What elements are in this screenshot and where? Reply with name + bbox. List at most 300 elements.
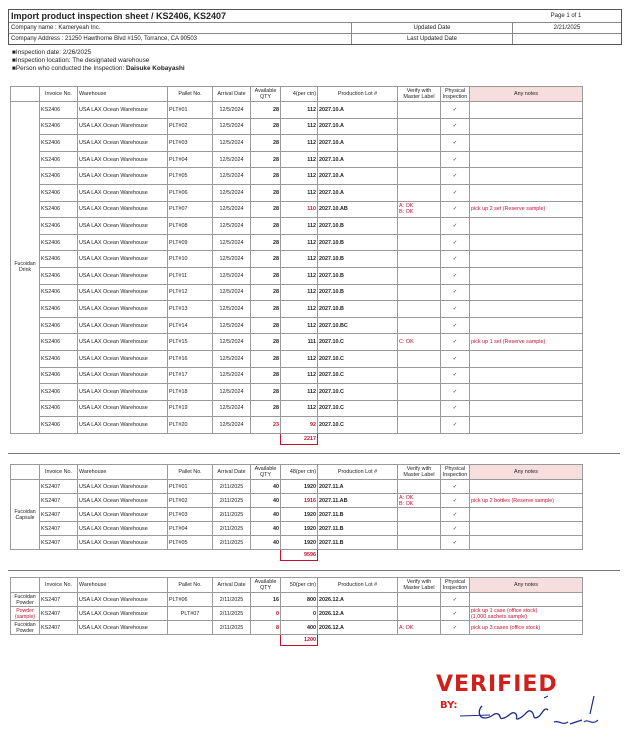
physical-check-cell: ✓ (441, 367, 470, 384)
blank-cell (11, 433, 40, 444)
col-arrival: Arrival Date (213, 578, 251, 593)
physical-check-cell: ✓ (441, 536, 470, 550)
notes-cell (470, 218, 583, 235)
pallet-cell: PLT#03 (168, 508, 213, 522)
blank-cell (78, 433, 168, 444)
verify-cell (398, 102, 441, 119)
pallet-cell: PLT#05 (168, 168, 213, 185)
blank-cell (168, 550, 213, 561)
col-pallet: Pallet No. (168, 578, 213, 593)
col-per-carton: 48(per ctn) (281, 465, 318, 480)
physical-check-cell: ✓ (441, 522, 470, 536)
warehouse-cell: USA LAX Ocean Warehouse (78, 284, 168, 301)
blank-cell (78, 635, 168, 646)
physical-check-cell: ✓ (441, 417, 470, 434)
arrival-cell: 2/11/2025 (213, 508, 251, 522)
notes-cell: pick up 1 set (Reserve sample) (470, 334, 583, 351)
blank-cell (213, 433, 251, 444)
arrival-cell: 2/11/2025 (213, 522, 251, 536)
physical-check-cell: ✓ (441, 607, 470, 621)
invoice-cell: KS2406 (40, 168, 78, 185)
pallet-cell: PLT#01 (168, 480, 213, 494)
table-row (11, 102, 583, 119)
invoice-cell: KS2406 (40, 267, 78, 284)
capsule-inspection-table (10, 464, 583, 561)
invoice-cell: KS2406 (40, 284, 78, 301)
warehouse-cell: USA LAX Ocean Warehouse (78, 367, 168, 384)
invoice-cell: KS2407 (40, 480, 78, 494)
col-arrival: Arrival Date (213, 87, 251, 102)
notes-cell (470, 102, 583, 119)
verify-cell (398, 350, 441, 367)
physical-check-cell: ✓ (441, 151, 470, 168)
table-row (11, 334, 583, 351)
table-row (11, 508, 583, 522)
per-carton-cell: 112 (281, 135, 318, 152)
table-row (11, 135, 583, 152)
pallet-cell: PLT#18 (168, 384, 213, 401)
arrival-cell: 2/11/2025 (213, 536, 251, 550)
last-updated-label: Last Updated Date (352, 34, 513, 44)
pallet-cell: PLT#15 (168, 334, 213, 351)
notes-cell (470, 317, 583, 334)
inspection-location: Inspection location: The designated warehouse (15, 57, 150, 64)
notes-cell (470, 251, 583, 268)
invoice-cell: KS2406 (40, 334, 78, 351)
table-header-row (11, 465, 583, 480)
arrival-cell: 12/5/2024 (213, 384, 251, 401)
total-row (11, 550, 583, 561)
col-arrival: Arrival Date (213, 465, 251, 480)
production-lot-cell: 2027.11.AB (318, 494, 398, 508)
warehouse-cell: USA LAX Ocean Warehouse (78, 251, 168, 268)
available-qty-cell: 16 (251, 593, 281, 607)
blank-cell (11, 635, 40, 646)
per-carton-cell: 112 (281, 301, 318, 318)
production-lot-cell: 2027.10.AB (318, 201, 398, 218)
production-lot-cell: 2027.10.A (318, 184, 398, 201)
physical-check-cell: ✓ (441, 350, 470, 367)
physical-check-cell: ✓ (441, 494, 470, 508)
company-name: Company name : Kameryeah Inc. (9, 23, 352, 33)
warehouse-cell: USA LAX Ocean Warehouse (78, 400, 168, 417)
production-lot-cell: 2027.10.B (318, 234, 398, 251)
table-row (11, 417, 583, 434)
arrival-cell: 12/5/2024 (213, 334, 251, 351)
pallet-cell: PLT#03 (168, 135, 213, 152)
verify-cell: A: OK B: OK (398, 494, 441, 508)
col-verify: Verify with Master Label (398, 465, 441, 480)
physical-check-cell: ✓ (441, 621, 470, 635)
notes-cell (470, 234, 583, 251)
col-warehouse: Warehouse (78, 465, 168, 480)
verify-cell (398, 301, 441, 318)
verify-cell (398, 234, 441, 251)
warehouse-cell: USA LAX Ocean Warehouse (78, 494, 168, 508)
physical-check-cell: ✓ (441, 234, 470, 251)
col-available: Available QTY (251, 578, 281, 593)
pallet-cell: PLT#08 (168, 218, 213, 235)
production-lot-cell: 2027.10.C (318, 417, 398, 434)
pallet-cell: PLT#13 (168, 301, 213, 318)
blank-cell (213, 635, 251, 646)
per-carton-cell: 400 (281, 621, 318, 635)
invoice-cell: KS2406 (40, 118, 78, 135)
col-invoice: Invoice No. (40, 578, 78, 593)
notes-cell (470, 367, 583, 384)
category-cell: Fucoidan Drink (11, 102, 40, 434)
table-row (11, 350, 583, 367)
per-carton-cell: 112 (281, 384, 318, 401)
per-carton-cell: 1916 (281, 494, 318, 508)
warehouse-cell: USA LAX Ocean Warehouse (78, 102, 168, 119)
per-carton-cell: 112 (281, 350, 318, 367)
production-lot-cell: 2027.10.BC (318, 317, 398, 334)
production-lot-cell: 2027.10.B (318, 284, 398, 301)
blank-cell (398, 550, 441, 561)
blank-cell (11, 550, 40, 561)
production-lot-cell: 2027.10.A (318, 102, 398, 119)
pallet-cell: PLT#06 (168, 593, 213, 607)
available-qty-cell: 28 (251, 151, 281, 168)
available-qty-cell: 28 (251, 135, 281, 152)
company-address: Company Address : 21250 Hawthorne Blvd #150, Torrance, CA 90503 (9, 34, 352, 44)
warehouse-cell: USA LAX Ocean Warehouse (78, 384, 168, 401)
verify-cell (398, 367, 441, 384)
per-carton-cell: 1920 (281, 522, 318, 536)
invoice-cell: KS2406 (40, 301, 78, 318)
blank-cell (470, 550, 583, 561)
notes-cell (470, 536, 583, 550)
col-notes: Any notes (470, 578, 583, 593)
updated-value: 2/21/2025 (553, 25, 581, 31)
col-notes: Any notes (470, 465, 583, 480)
arrival-cell: 12/5/2024 (213, 267, 251, 284)
table-row (11, 480, 583, 494)
blank-cell (398, 433, 441, 444)
notes-cell: pick up 1 case (office stock) (1,000 sachets sample) (470, 607, 583, 621)
arrival-cell: 12/5/2024 (213, 234, 251, 251)
production-lot-cell: 2027.11.A (318, 480, 398, 494)
production-lot-cell: 2026.12.A (318, 621, 398, 635)
invoice-cell: KS2406 (40, 234, 78, 251)
invoice-cell: KS2406 (40, 135, 78, 152)
physical-check-cell: ✓ (441, 301, 470, 318)
arrival-cell: 2/11/2025 (213, 593, 251, 607)
powder-inspection-table (10, 577, 583, 646)
available-qty-cell: 28 (251, 334, 281, 351)
table-row (11, 218, 583, 235)
per-carton-cell: 800 (281, 593, 318, 607)
physical-check-cell: ✓ (441, 384, 470, 401)
production-lot-cell: 2027.10.B (318, 251, 398, 268)
notes-cell (470, 151, 583, 168)
verify-cell (398, 118, 441, 135)
pallet-cell: PLT#09 (168, 234, 213, 251)
notes-cell (470, 267, 583, 284)
notes-cell (470, 184, 583, 201)
production-lot-cell: 2027.10.C (318, 350, 398, 367)
available-qty-cell: 8 (251, 621, 281, 635)
per-carton-cell: 1920 (281, 480, 318, 494)
verify-cell (398, 284, 441, 301)
arrival-cell: 12/5/2024 (213, 400, 251, 417)
invoice-cell: KS2407 (40, 593, 78, 607)
blank-cell (168, 635, 213, 646)
per-carton-cell: 112 (281, 102, 318, 119)
physical-check-cell: ✓ (441, 317, 470, 334)
available-qty-cell: 23 (251, 417, 281, 434)
invoice-cell: KS2406 (40, 251, 78, 268)
col-warehouse: Warehouse (78, 578, 168, 593)
production-lot-cell: 2027.10.C (318, 400, 398, 417)
available-qty-cell: 28 (251, 102, 281, 119)
table-header-row (11, 578, 583, 593)
verify-cell (398, 317, 441, 334)
physical-check-cell: ✓ (441, 102, 470, 119)
table-row (11, 607, 583, 621)
invoice-cell: KS2406 (40, 102, 78, 119)
verify-cell (398, 218, 441, 235)
invoice-cell: KS2406 (40, 400, 78, 417)
table-row (11, 494, 583, 508)
table-row (11, 317, 583, 334)
per-carton-cell: 92 (281, 417, 318, 434)
warehouse-cell: USA LAX Ocean Warehouse (78, 267, 168, 284)
notes-cell (470, 384, 583, 401)
arrival-cell: 2/11/2025 (213, 480, 251, 494)
production-lot-cell: 2027.10.A (318, 118, 398, 135)
arrival-cell: 12/5/2024 (213, 102, 251, 119)
available-qty-cell: 28 (251, 234, 281, 251)
blank-cell (40, 635, 78, 646)
blank-cell (318, 635, 398, 646)
available-qty-cell: 40 (251, 536, 281, 550)
invoice-cell: KS2407 (40, 607, 78, 621)
invoice-cell: KS2407 (40, 494, 78, 508)
per-carton-cell: 112 (281, 118, 318, 135)
per-carton-cell: 112 (281, 284, 318, 301)
col-verify: Verify with Master Label (398, 87, 441, 102)
invoice-cell: KS2407 (40, 508, 78, 522)
arrival-cell: 12/5/2024 (213, 284, 251, 301)
invoice-cell: KS2406 (40, 367, 78, 384)
table-row (11, 301, 583, 318)
per-carton-cell: 112 (281, 251, 318, 268)
notes-cell (470, 480, 583, 494)
arrival-cell: 2/11/2025 (213, 621, 251, 635)
available-qty-cell: 40 (251, 480, 281, 494)
available-qty-cell: 28 (251, 267, 281, 284)
section-divider (8, 453, 620, 454)
table-row (11, 522, 583, 536)
col-physical: Physical Inspection (441, 578, 470, 593)
per-carton-cell: 112 (281, 367, 318, 384)
physical-check-cell: ✓ (441, 218, 470, 235)
inspector-label: Person who conducted the Inspection: (15, 65, 127, 72)
verify-cell (398, 251, 441, 268)
table-header-row (11, 87, 583, 102)
physical-check-cell: ✓ (441, 480, 470, 494)
col-physical: Physical Inspection (441, 465, 470, 480)
section-divider (8, 570, 620, 571)
physical-check-cell: ✓ (441, 508, 470, 522)
verify-cell: A: OK (398, 621, 441, 635)
production-lot-cell: 2027.10.A (318, 151, 398, 168)
production-lot-cell: 2027.10.A (318, 135, 398, 152)
table-row (11, 201, 583, 218)
verify-cell (398, 536, 441, 550)
verify-cell (398, 184, 441, 201)
per-carton-cell: 112 (281, 218, 318, 235)
warehouse-cell: USA LAX Ocean Warehouse (78, 184, 168, 201)
table-row (11, 118, 583, 135)
available-qty-cell: 28 (251, 284, 281, 301)
blank-cell (441, 635, 470, 646)
verify-cell: A: OK B: OK (398, 201, 441, 218)
category-cell: Powder (sample) (11, 607, 40, 621)
blank-cell (251, 550, 281, 561)
arrival-cell: 12/5/2024 (213, 201, 251, 218)
arrival-cell: 12/5/2024 (213, 218, 251, 235)
invoice-cell: KS2406 (40, 350, 78, 367)
col-notes: Any notes (470, 87, 583, 102)
arrival-cell: 12/5/2024 (213, 301, 251, 318)
col-per-carton: 4(per ctn) (281, 87, 318, 102)
col-production-lot: Production Lot # (318, 578, 398, 593)
arrival-cell: 12/5/2024 (213, 417, 251, 434)
per-carton-cell: 111 (281, 334, 318, 351)
pallet-cell: PLT#17 (168, 367, 213, 384)
notes-cell (470, 168, 583, 185)
physical-check-cell: ✓ (441, 400, 470, 417)
available-qty-cell: 40 (251, 522, 281, 536)
pallet-cell: PLT#07 (168, 607, 213, 621)
pallet-cell: PLT#04 (168, 522, 213, 536)
table-row (11, 151, 583, 168)
notes-cell: pick up 2 set (Reserve sample) (470, 201, 583, 218)
blank-cell (318, 433, 398, 444)
table-row (11, 400, 583, 417)
available-qty-cell: 28 (251, 168, 281, 185)
physical-check-cell: ✓ (441, 168, 470, 185)
blank-cell (318, 550, 398, 561)
arrival-cell: 12/5/2024 (213, 168, 251, 185)
available-qty-cell: 28 (251, 350, 281, 367)
physical-check-cell: ✓ (441, 118, 470, 135)
notes-cell (470, 508, 583, 522)
blank-cell (213, 550, 251, 561)
arrival-cell: 12/5/2024 (213, 251, 251, 268)
production-lot-cell: 2027.10.C (318, 384, 398, 401)
production-lot-cell: 2026.12.A (318, 607, 398, 621)
warehouse-cell: USA LAX Ocean Warehouse (78, 508, 168, 522)
total-cell: 1200 (281, 635, 318, 646)
invoice-cell: KS2406 (40, 218, 78, 235)
blank-cell (470, 433, 583, 444)
physical-check-cell: ✓ (441, 251, 470, 268)
table-row (11, 168, 583, 185)
notes-cell (470, 593, 583, 607)
pallet-cell: PLT#16 (168, 350, 213, 367)
available-qty-cell: 28 (251, 218, 281, 235)
pallet-cell: PLT#02 (168, 494, 213, 508)
per-carton-cell: 112 (281, 151, 318, 168)
col-invoice: Invoice No. (40, 87, 78, 102)
physical-check-cell: ✓ (441, 184, 470, 201)
table-row (11, 284, 583, 301)
pallet-cell: PLT#07 (168, 201, 213, 218)
verify-cell (398, 607, 441, 621)
table-row (11, 536, 583, 550)
production-lot-cell: 2027.10.B (318, 218, 398, 235)
invoice-cell: KS2406 (40, 384, 78, 401)
blank-cell (168, 433, 213, 444)
available-qty-cell: 28 (251, 367, 281, 384)
per-carton-cell: 1920 (281, 508, 318, 522)
category-cell: Fucoidan Capsule (11, 480, 40, 550)
blank-cell (78, 550, 168, 561)
total-row (11, 433, 583, 444)
pallet-cell: PLT#11 (168, 267, 213, 284)
production-lot-cell: 2027.11.B (318, 536, 398, 550)
invoice-cell: KS2406 (40, 317, 78, 334)
inspection-info: ■Inspection date: 2/26/2025 ■Inspection location: The designated warehouse ■Person who conducted the Inspection: Daisuke Kobayashi (12, 49, 185, 72)
header-block (8, 9, 622, 45)
pallet-cell: PLT#14 (168, 317, 213, 334)
blank-cell (470, 635, 583, 646)
col-warehouse: Warehouse (78, 87, 168, 102)
production-lot-cell: 2027.11.B (318, 522, 398, 536)
available-qty-cell: 28 (251, 184, 281, 201)
physical-check-cell: ✓ (441, 201, 470, 218)
notes-cell (470, 135, 583, 152)
per-carton-cell: 112 (281, 317, 318, 334)
invoice-cell: KS2406 (40, 151, 78, 168)
invoice-cell: KS2407 (40, 522, 78, 536)
verify-cell (398, 151, 441, 168)
page-number: Page 1 of 1 (550, 13, 582, 19)
col-available: Available QTY (251, 87, 281, 102)
production-lot-cell: 2027.10.B (318, 301, 398, 318)
notes-cell (470, 301, 583, 318)
blank-cell (251, 433, 281, 444)
table-row (11, 621, 583, 635)
warehouse-cell: USA LAX Ocean Warehouse (78, 607, 168, 621)
blank-cell (40, 433, 78, 444)
per-carton-cell: 0 (281, 607, 318, 621)
warehouse-cell: USA LAX Ocean Warehouse (78, 593, 168, 607)
arrival-cell: 12/5/2024 (213, 367, 251, 384)
col-available: Available QTY (251, 465, 281, 480)
warehouse-cell: USA LAX Ocean Warehouse (78, 317, 168, 334)
warehouse-cell: USA LAX Ocean Warehouse (78, 168, 168, 185)
production-lot-cell: 2027.11.B (318, 508, 398, 522)
notes-cell (470, 118, 583, 135)
table-row (11, 593, 583, 607)
arrival-cell: 12/5/2024 (213, 151, 251, 168)
pallet-cell: PLT#02 (168, 118, 213, 135)
notes-cell (470, 350, 583, 367)
pallet-cell (168, 621, 213, 635)
warehouse-cell: USA LAX Ocean Warehouse (78, 621, 168, 635)
physical-check-cell: ✓ (441, 334, 470, 351)
per-carton-cell: 112 (281, 267, 318, 284)
pallet-cell: PLT#10 (168, 251, 213, 268)
inspection-date: Inspection date: 2/26/2025 (15, 49, 92, 56)
production-lot-cell: 2027.10.A (318, 168, 398, 185)
available-qty-cell: 40 (251, 508, 281, 522)
